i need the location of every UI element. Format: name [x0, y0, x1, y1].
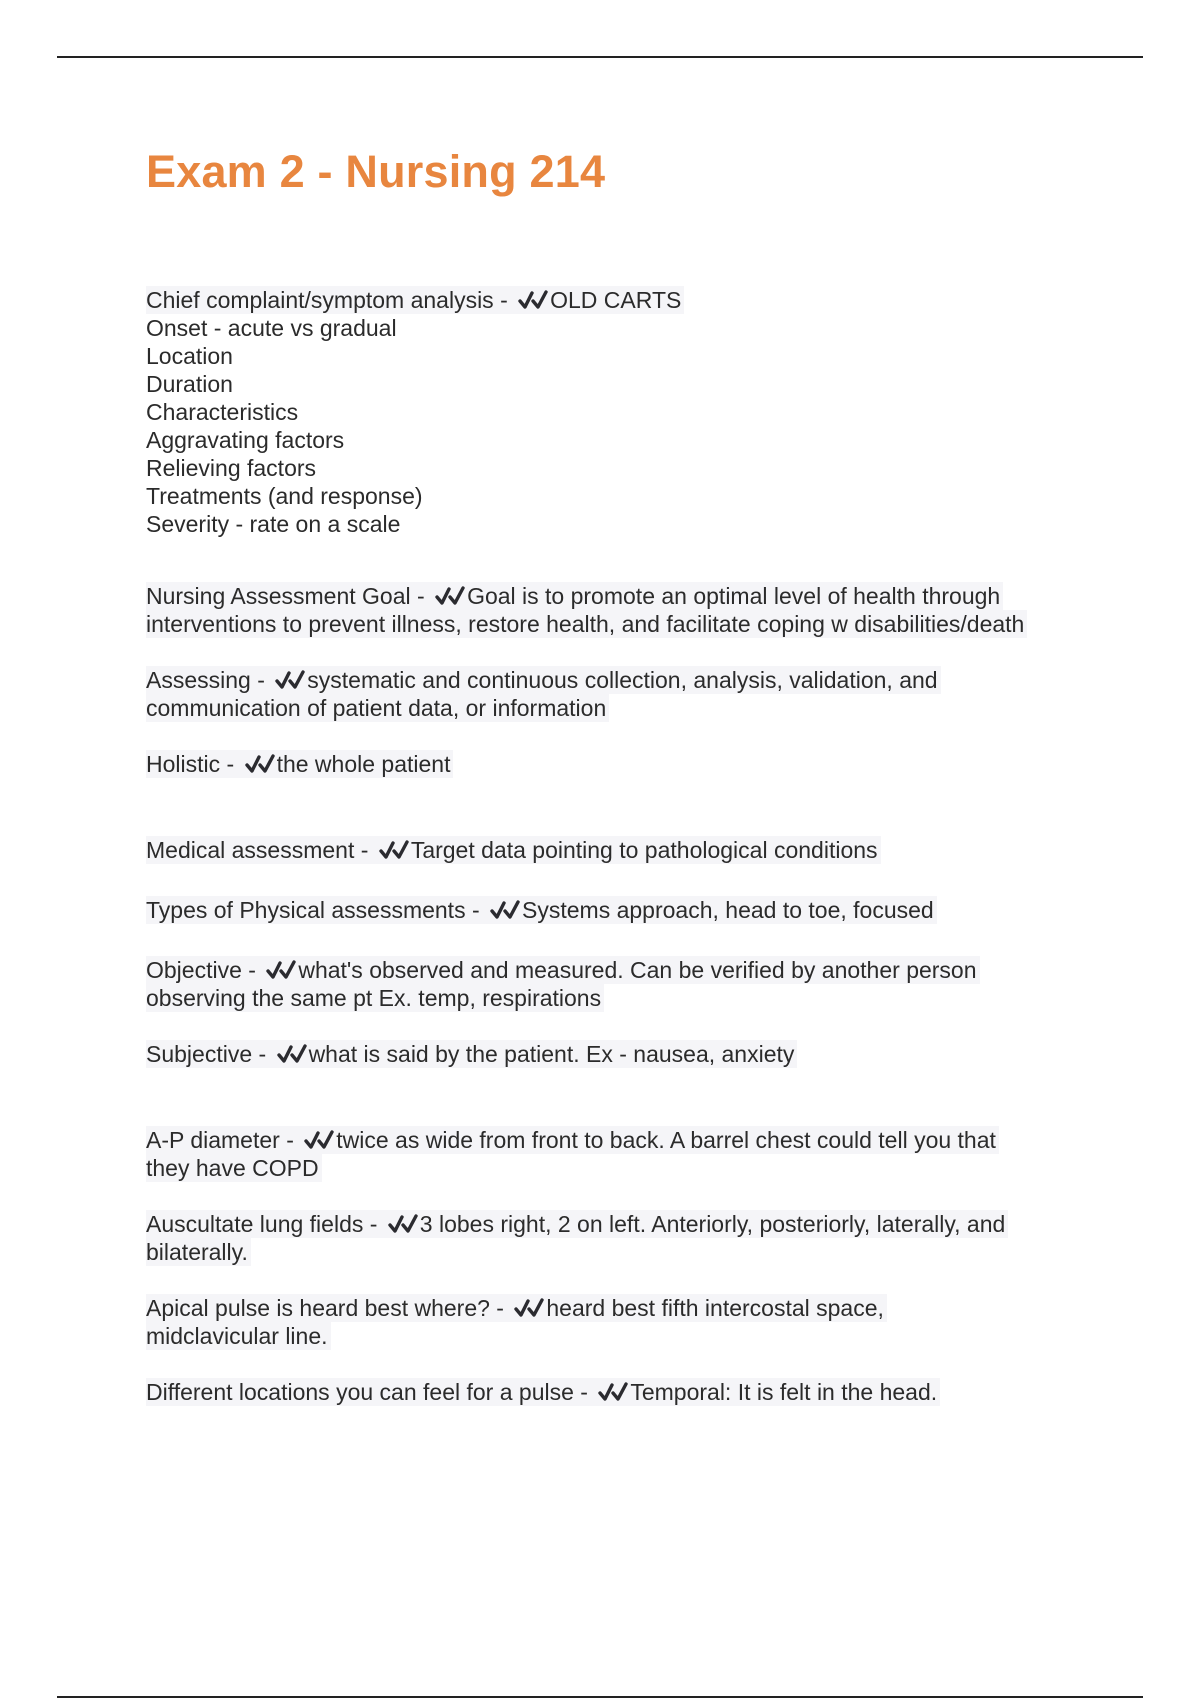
entry-definition: Temporal: It is felt in the head.: [630, 1379, 938, 1405]
flashcard-entry: [146, 896, 1096, 924]
entry-definition: OLD CARTS: [550, 287, 682, 313]
entry-term: A-P diameter -: [146, 1127, 301, 1153]
double-check-icon: [266, 956, 296, 984]
entry-term: Subjective -: [146, 1041, 273, 1067]
oldcarts-item: Treatments (and response): [146, 483, 423, 509]
flashcard-entry: [146, 956, 1096, 1012]
flashcard-entry: [146, 1210, 1096, 1266]
double-check-icon: [435, 582, 465, 610]
double-check-icon: [304, 1126, 334, 1154]
flashcard-entry: [146, 836, 1096, 864]
double-check-icon: [598, 1378, 628, 1406]
oldcarts-item: Onset - acute vs gradual: [146, 315, 397, 341]
entry-definition-cont: observing the same pt Ex. temp, respirations: [146, 984, 604, 1012]
entry-definition: systematic and continuous collection, analysis, validation, and: [307, 667, 938, 693]
entry-term: Nursing Assessment Goal -: [146, 583, 432, 609]
flashcard-list: [146, 286, 1096, 1406]
flashcard-entry: [146, 582, 1096, 638]
entry-definition-cont: they have COPD: [146, 1154, 322, 1182]
entry-term: Types of Physical assessments -: [146, 897, 487, 923]
entry-term: Medical assessment -: [146, 837, 375, 863]
entry-definition: what is said by the patient. Ex - nausea, anxiety: [308, 1041, 795, 1067]
entry-definition-cont: bilaterally.: [146, 1238, 251, 1266]
double-check-icon: [379, 836, 409, 864]
entry-term: Assessing -: [146, 667, 272, 693]
entry-line: [146, 896, 937, 924]
entry-line: [146, 582, 1003, 610]
footer-rule: [57, 1696, 1143, 1698]
entry-definition: Systems approach, head to toe, focused: [522, 897, 934, 923]
oldcarts-item: Relieving factors: [146, 455, 317, 481]
double-check-icon: [518, 286, 548, 314]
flashcard-entry: [146, 750, 1096, 778]
entry-line: [146, 286, 684, 314]
oldcarts-item: Aggravating factors: [146, 427, 345, 453]
flashcard-entry: [146, 1378, 1096, 1406]
entry-term: Different locations you can feel for a pulse -: [146, 1379, 595, 1405]
flashcard-entry: [146, 286, 1096, 538]
double-check-icon: [490, 896, 520, 924]
entry-line: [146, 666, 941, 694]
entry-term: Chief complaint/symptom analysis -: [146, 287, 515, 313]
entry-term: Objective -: [146, 957, 263, 983]
entry-definition-cont: interventions to prevent illness, restore health, and facilitate coping w disabilities/death: [146, 610, 1027, 638]
entry-definition: the whole patient: [276, 751, 451, 777]
oldcarts-item: Duration: [146, 371, 233, 397]
entry-definition: 3 lobes right, 2 on left. Anteriorly, posteriorly, laterally, and: [419, 1211, 1006, 1237]
document-title: Exam 2 - Nursing 214: [146, 146, 606, 197]
entry-definition-cont: communication of patient data, or information: [146, 694, 609, 722]
entry-definition: Target data pointing to pathological conditions: [410, 837, 878, 863]
oldcarts-item: Characteristics: [146, 399, 299, 425]
entry-term: Holistic -: [146, 751, 241, 777]
double-check-icon: [275, 666, 305, 694]
flashcard-entry: [146, 1040, 1096, 1068]
flashcard-entry: [146, 1126, 1096, 1182]
entry-term: Apical pulse is heard best where? -: [146, 1295, 511, 1321]
oldcarts-item: Severity - rate on a scale: [146, 511, 401, 537]
entry-term: Auscultate lung fields -: [146, 1211, 384, 1237]
flashcard-entry: [146, 666, 1096, 722]
entry-line: [146, 1294, 887, 1322]
double-check-icon: [277, 1040, 307, 1068]
entry-line: [146, 1126, 999, 1154]
oldcarts-item: Location: [146, 343, 233, 369]
entry-definition: what's observed and measured. Can be verified by another person: [298, 957, 977, 983]
double-check-icon: [245, 750, 275, 778]
entry-line: [146, 956, 980, 984]
double-check-icon: [388, 1210, 418, 1238]
entry-line: [146, 750, 453, 778]
double-check-icon: [514, 1294, 544, 1322]
entry-line: [146, 1210, 1008, 1238]
entry-line: [146, 836, 881, 864]
header-rule: [57, 56, 1143, 58]
entry-definition: heard best fifth intercostal space,: [546, 1295, 884, 1321]
entry-definition: twice as wide from front to back. A barrel chest could tell you that: [336, 1127, 996, 1153]
entry-definition-cont: midclavicular line.: [146, 1322, 331, 1350]
entry-line: [146, 1040, 797, 1068]
flashcard-entry: [146, 1294, 1096, 1350]
entry-definition: Goal is to promote an optimal level of health through: [467, 583, 1001, 609]
entry-line: [146, 1378, 940, 1406]
